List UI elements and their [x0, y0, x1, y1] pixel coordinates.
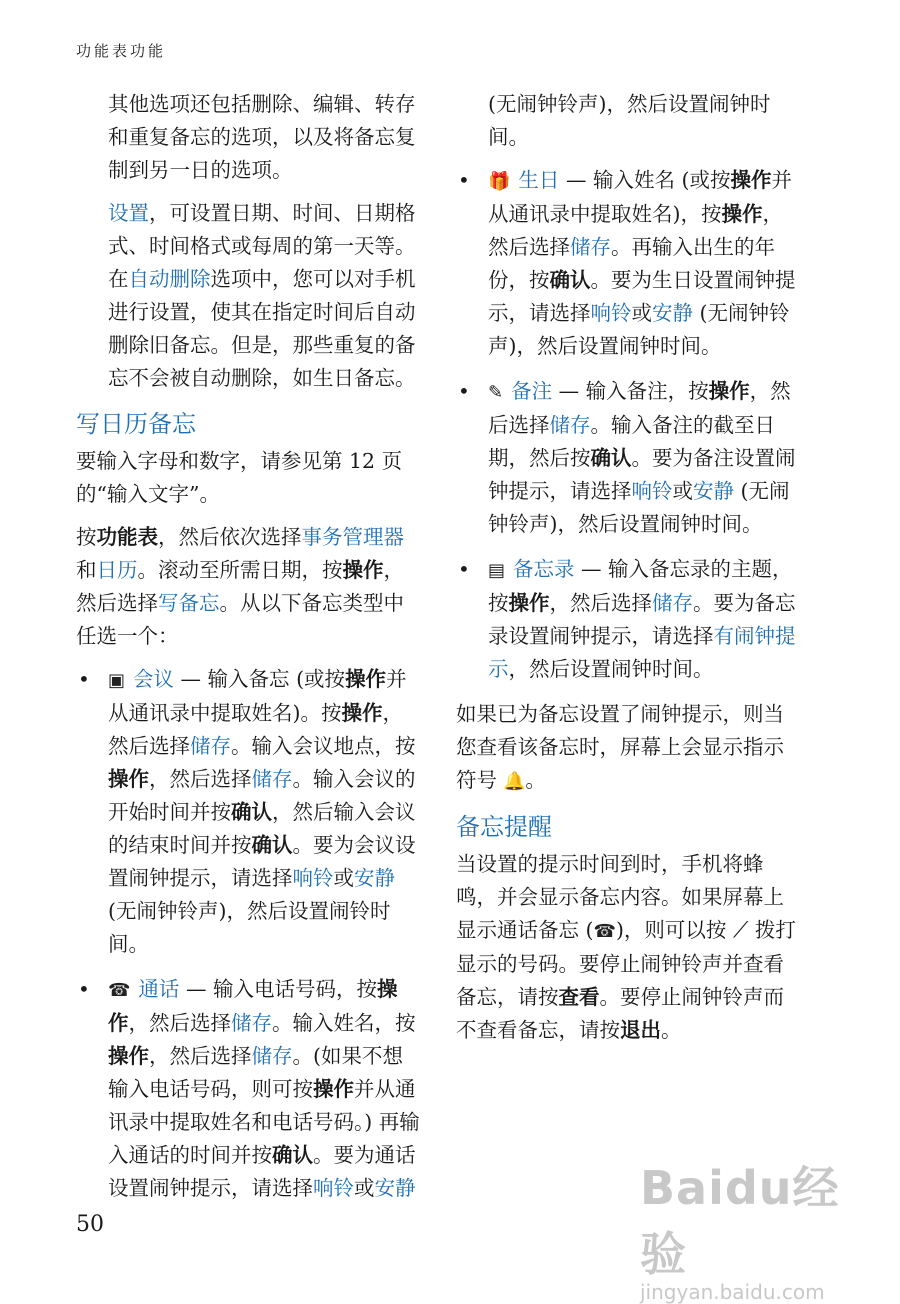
- watermark-logo: Baidu经验: [640, 1161, 840, 1281]
- link-calendar: 日历: [96, 558, 138, 582]
- alarm-bell-icon: 🔔: [503, 771, 526, 792]
- link-organizer: 事务管理器: [301, 525, 404, 549]
- watermark-url: jingyan.baidu.com: [640, 1280, 825, 1304]
- heading-write-note: 写日历备忘: [76, 410, 196, 438]
- link-settings: 设置: [108, 201, 149, 225]
- paragraph-alarm-indicator: 如果已为备忘设置了闹钟提示，则当您查看该备忘时，屏幕上会显示指示符号 🔔。: [456, 698, 801, 798]
- label-reminder: 备忘录: [513, 557, 575, 581]
- call-key-icon: ⟋: [732, 918, 749, 943]
- label-birthday: 生日: [518, 168, 560, 192]
- bullet: •: [78, 977, 90, 1001]
- page-number: 50: [76, 1212, 104, 1237]
- heading-note-alarm: 备忘提醒: [456, 813, 552, 841]
- paragraph-other-options: 其他选项还包括删除、编辑、转存和重复备忘的选项，以及将备忘复制到另一日的选项。: [108, 92, 416, 182]
- list-item-reminder: • ▤ 备忘录 — 输入备忘录的主题，按操作，然后选择储存。要为备忘录设置闹钟提示，请选择有闹钟提示，然后设置闹钟时间。: [456, 553, 801, 686]
- paragraph-instructions: 按功能表，然后依次选择事务管理器和日历。滚动至所需日期，按操作，然后选择写备忘。从以下备忘类型中任选一个：: [76, 525, 404, 648]
- keyword-view: 查看: [558, 985, 600, 1009]
- gift-icon: 🎁: [488, 171, 511, 192]
- list-item-call: • ☎ 通话 — 输入电话号码，按操作，然后选择储存。输入姓名，按操作，然后选择储存。(如果不想输入电话号码，则可按操作并从通讯录中提取姓名和电话号码。) 再输入通话的时间并按确认。要为通话设置闹钟提示，请选择响铃或安静: [76, 973, 421, 1205]
- pencil-icon: ✎: [488, 382, 504, 403]
- label-meeting: 会议: [133, 667, 175, 691]
- keyword-options: 操作: [342, 558, 384, 582]
- call-continued: (无闹钟铃声)，然后设置闹钟时间。: [488, 92, 771, 149]
- label-call: 通话: [138, 977, 180, 1001]
- label-memo: 备注: [511, 379, 553, 403]
- left-column: [76, 88, 421, 1217]
- paragraph-input-text: 要输入字母和数字，请参见第 12 页的“输入文字”。: [76, 449, 403, 506]
- link-auto-delete: 自动删除: [128, 267, 211, 291]
- bullet: •: [458, 168, 470, 192]
- keyword-menu: 功能表: [96, 525, 158, 549]
- paragraph-settings: 设置，可设置日期、时间、日期格式、时间格式或每周的第一天等。在自动删除选项中，您可以对手机进行设置，使其在指定时间后自动删除旧备忘。但是，那些重复的备忘不会被自动删除，如生日备忘。: [108, 201, 416, 390]
- bullet: •: [78, 667, 90, 691]
- bullet: •: [458, 379, 470, 403]
- list-item-meeting: • ▣ 会议 — 输入备忘 (或按操作并从通讯录中提取姓名)。按操作，然后选择储存。输入会议地点，按操作，然后选择储存。输入会议的开始时间并按确认，然后输入会议的结束时间并按确认。要为会议设置闹钟提示，请选择响铃或安静 (无闹钟铃声)，然后设置闹铃时间。: [76, 663, 421, 961]
- list-item-birthday: • 🎁 生日 — 输入姓名 (或按操作并从通讯录中提取姓名)，按操作，然后选择储存。再输入出生的年份，按确认。要为生日设置闹钟提示，请选择响铃或安静 (无闹钟铃声)，然后设置闹钟时间。: [456, 164, 801, 363]
- bullet: •: [458, 557, 470, 581]
- right-column: [456, 88, 801, 1057]
- baidu-watermark: [640, 1152, 860, 1304]
- page-header: 功能表功能: [76, 42, 167, 60]
- link-write-note: 写备忘: [158, 591, 220, 615]
- note-type-list-right: [456, 164, 801, 686]
- keyword-exit: 退出: [620, 1018, 661, 1042]
- list-item-memo: • ✎ 备注 — 输入备注，按操作，然后选择储存。输入备注的截至日期，然后按确认。要为备注设置闹钟提示，请选择响铃或安静 (无闹钟铃声)，然后设置闹钟时间。: [456, 375, 801, 541]
- list-icon: ▤: [488, 560, 506, 581]
- phone-icon: ☎: [593, 921, 616, 942]
- meeting-icon: ▣: [108, 670, 126, 691]
- paragraph-note-alarm: 当设置的提示时间到时，手机将蜂鸣，并会显示备忘内容。如果屏幕上显示通话备忘 (☎)，则可以按 ⟋ 拨打显示的号码。要停止闹钟铃声并查看备忘，请按查看。要停止闹钟铃声而不查看备忘，请按退出。: [456, 852, 796, 1042]
- note-type-list-left: [76, 663, 421, 1205]
- phone-icon: ☎: [108, 980, 131, 1001]
